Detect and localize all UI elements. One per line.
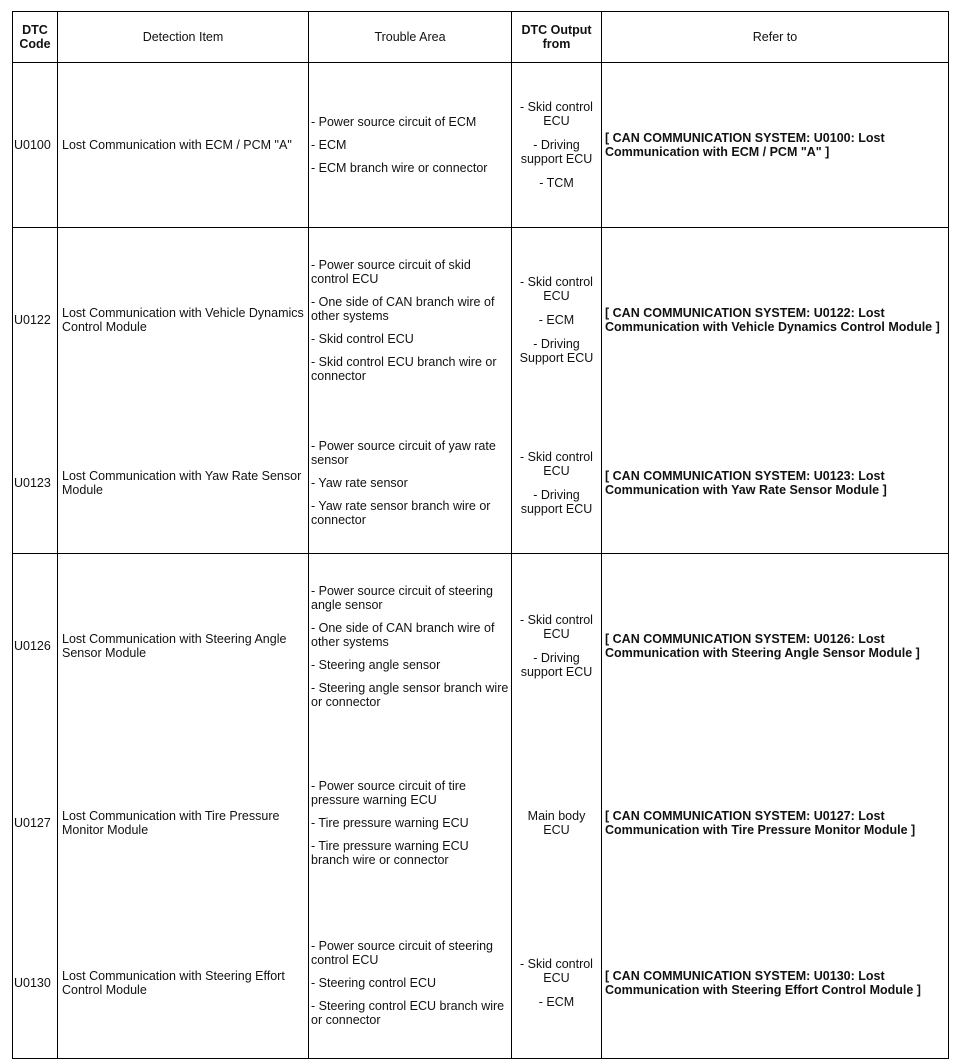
trouble-area-list: [311, 939, 509, 1027]
trouble-area-item: - Tire pressure warning ECU: [311, 816, 469, 830]
header-refer-to: Refer to: [602, 12, 949, 63]
dtc-output-item: - Driving support ECU: [520, 487, 593, 516]
trouble-area-item: - Steering angle sensor: [311, 657, 441, 672]
table-row: [13, 413, 949, 554]
dtc-output-cell: [512, 413, 602, 554]
trouble-area-item: - Tire pressure warning ECU branch wire or connector: [311, 839, 469, 867]
dtc-output-item: - Skid control ECU: [520, 275, 593, 304]
refer-to-link[interactable]: [ CAN COMMUNICATION SYSTEM: U0130: Lost Communication with Steering Effort Control Module ]: [602, 908, 949, 1059]
trouble-area-cell: [309, 413, 512, 554]
dtc-output-item: - Skid control ECU: [520, 613, 593, 642]
refer-to-link[interactable]: [ CAN COMMUNICATION SYSTEM: U0100: Lost Communication with ECM / PCM "A" ]: [602, 63, 949, 228]
trouble-area-item: - Skid control ECU: [311, 331, 414, 346]
trouble-area-list: [311, 584, 509, 709]
trouble-area-item: - Skid control ECU branch wire or connector: [311, 354, 497, 383]
header-trouble-area: Trouble Area: [309, 12, 512, 63]
table-row: [13, 908, 949, 1059]
dtc-code-cell: U0100: [13, 63, 58, 228]
detection-item-cell: Lost Communication with Steering Effort Control Module: [58, 908, 309, 1059]
trouble-area-cell: [309, 739, 512, 908]
trouble-area-item: - One side of CAN branch wire of other systems: [311, 294, 495, 323]
dtc-output-cell: [512, 739, 602, 908]
trouble-area-item: - ECM: [311, 138, 347, 152]
dtc-output-list: [514, 809, 599, 837]
dtc-output-item: - Skid control ECU: [520, 956, 593, 985]
dtc-output-item: - Driving Support ECU: [519, 337, 594, 366]
header-detection-item: Detection Item: [58, 12, 309, 63]
trouble-area-item: - Power source circuit of tire pressure warning ECU: [311, 779, 466, 807]
table-row: [13, 63, 949, 228]
detection-item-cell: Lost Communication with Steering Angle Sensor Module: [58, 554, 309, 739]
dtc-output-cell: [512, 63, 602, 228]
dtc-output-item: - TCM: [539, 176, 574, 190]
dtc-table-document: [12, 11, 948, 1059]
trouble-area-item: - Power source circuit of ECM: [311, 115, 477, 129]
trouble-area-cell: [309, 554, 512, 739]
dtc-code-cell: U0130: [13, 908, 58, 1059]
trouble-area-item: - Steering control ECU: [311, 975, 437, 990]
detection-item-cell: Lost Communication with ECM / PCM "A": [58, 63, 309, 228]
header-row: [13, 12, 949, 63]
dtc-output-list: [514, 450, 599, 516]
trouble-area-list: [311, 115, 509, 175]
trouble-area-list: [311, 439, 509, 527]
dtc-output-item: - ECM: [538, 313, 575, 328]
trouble-area-item: - Steering control ECU branch wire or connector: [311, 998, 505, 1027]
header-dtc-output: DTC Output from: [512, 12, 602, 63]
trouble-area-cell: [309, 908, 512, 1059]
dtc-output-list: [514, 275, 599, 365]
table-row: [13, 739, 949, 908]
dtc-table: [12, 11, 949, 1059]
trouble-area-item: - Power source circuit of steering angle sensor: [311, 583, 494, 612]
trouble-area-item: - Power source circuit of yaw rate sensor: [311, 438, 496, 467]
refer-to-link[interactable]: [ CAN COMMUNICATION SYSTEM: U0126: Lost Communication with Steering Angle Sensor Module ]: [602, 554, 949, 739]
dtc-output-item: - Driving support ECU: [520, 651, 593, 680]
trouble-area-item: - Power source circuit of skid control ECU: [311, 257, 471, 286]
dtc-output-item: - ECM: [538, 994, 575, 1009]
trouble-area-list: [311, 779, 509, 867]
trouble-area-item: - One side of CAN branch wire of other systems: [311, 620, 495, 649]
dtc-code-cell: U0122: [13, 228, 58, 413]
dtc-output-list: [514, 613, 599, 679]
trouble-area-item: - ECM branch wire or connector: [311, 161, 488, 175]
dtc-output-item: - Skid control ECU: [520, 100, 593, 128]
dtc-output-item: Main body ECU: [527, 809, 586, 837]
trouble-area-cell: [309, 228, 512, 413]
dtc-output-item: - Driving support ECU: [520, 138, 593, 166]
trouble-area-item: - Power source circuit of steering control ECU: [311, 938, 494, 967]
dtc-output-list: [514, 957, 599, 1009]
dtc-code-cell: U0127: [13, 739, 58, 908]
dtc-output-item: - Skid control ECU: [520, 449, 593, 478]
table-row: [13, 228, 949, 413]
table-row: [13, 554, 949, 739]
header-dtc-code: DTC Code: [13, 12, 58, 63]
detection-item-cell: Lost Communication with Tire Pressure Monitor Module: [58, 739, 309, 908]
dtc-code-cell: U0126: [13, 554, 58, 739]
refer-to-link[interactable]: [ CAN COMMUNICATION SYSTEM: U0127: Lost Communication with Tire Pressure Monitor Module ]: [602, 739, 949, 908]
trouble-area-item: - Steering angle sensor branch wire or connector: [311, 680, 509, 709]
trouble-area-list: [311, 258, 509, 383]
detection-item-cell: Lost Communication with Yaw Rate Sensor Module: [58, 413, 309, 554]
trouble-area-cell: [309, 63, 512, 228]
trouble-area-item: - Yaw rate sensor: [311, 475, 408, 490]
dtc-output-cell: [512, 908, 602, 1059]
refer-to-link[interactable]: [ CAN COMMUNICATION SYSTEM: U0123: Lost Communication with Yaw Rate Sensor Module ]: [602, 413, 949, 554]
detection-item-cell: Lost Communication with Vehicle Dynamics Control Module: [58, 228, 309, 413]
trouble-area-item: - Yaw rate sensor branch wire or connector: [311, 498, 491, 527]
dtc-code-cell: U0123: [13, 413, 58, 554]
dtc-output-cell: [512, 228, 602, 413]
dtc-output-list: [514, 100, 599, 190]
refer-to-link[interactable]: [ CAN COMMUNICATION SYSTEM: U0122: Lost Communication with Vehicle Dynamics Control Module ]: [602, 228, 949, 413]
dtc-output-cell: [512, 554, 602, 739]
